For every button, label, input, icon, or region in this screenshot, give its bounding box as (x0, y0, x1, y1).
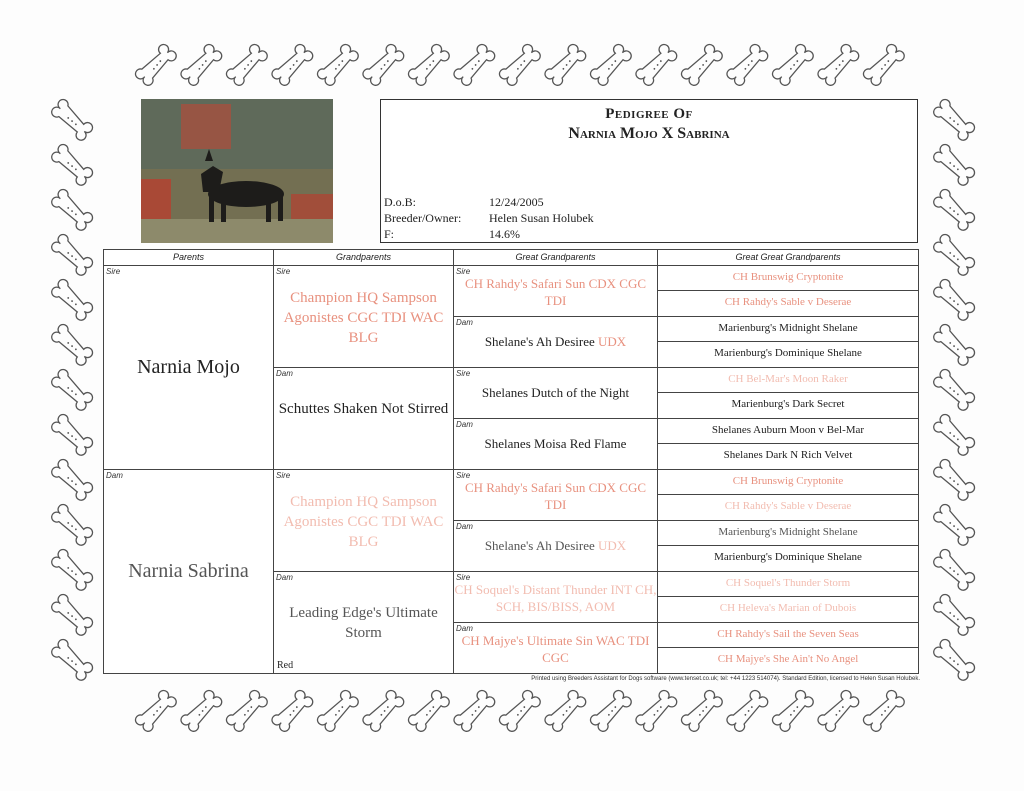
gg-grandparent-cell (657, 290, 919, 317)
bone-icon (361, 687, 406, 734)
bone-icon (224, 687, 269, 734)
bone-icon (543, 687, 588, 734)
grandparent-cell (273, 367, 454, 470)
sire-tag: Sire (456, 573, 471, 582)
bone-icon (930, 502, 977, 547)
bone-icon (315, 41, 360, 88)
parent-dam-name: Narnia Sabrina (128, 560, 249, 582)
parent-sire-name: Narnia Mojo (137, 356, 240, 378)
bone-icon (452, 41, 497, 88)
bone-icon (48, 142, 95, 187)
bone-icon (679, 41, 724, 88)
bone-icon (679, 687, 724, 734)
grandparent-cell (273, 469, 454, 572)
gg-grandparent-name: Shelanes Dark N Rich Velvet (723, 449, 853, 461)
sire-tag: Sire (456, 267, 471, 276)
title-line-2: Narnia Mojo X Sabrina (568, 125, 730, 142)
bone-icon (315, 687, 360, 734)
gg-grandparent-name: Marienburg's Dominique Shelane (714, 347, 862, 359)
dog-photo-image (141, 99, 333, 243)
bone-icon (361, 41, 406, 88)
dam-tag: Dam (456, 522, 473, 531)
bone-icon (48, 547, 95, 592)
dam-tag: Dam (456, 420, 473, 429)
bone-icon (48, 502, 95, 547)
bone-icon (930, 637, 977, 682)
grandparent-cell (273, 265, 454, 368)
bone-icon (452, 687, 497, 734)
great-grandparent-name: Shelane's Ah Desiree UDX (484, 334, 627, 349)
bone-icon (48, 367, 95, 412)
gg-grandparent-cell (657, 367, 919, 393)
gg-grandparent-cell (657, 316, 919, 342)
great-grandparent-name: Shelane's Ah Desiree UDX (484, 538, 627, 553)
column-header-great-grandparents: Great Grandparents (453, 249, 658, 266)
breeder-value: Helen Susan Holubek (489, 211, 594, 225)
great-grandparent-cell (453, 418, 658, 470)
bone-icon (634, 687, 679, 734)
sire-tag: Sire (456, 471, 471, 480)
pedigree-table (103, 249, 919, 674)
gg-grandparent-name: CH Soquel's Thunder Storm (725, 577, 851, 589)
bone-icon (930, 187, 977, 232)
bone-icon (930, 412, 977, 457)
grandparent-name: Champion HQ Sampson Agonistes CGC TDI WAC BLG (283, 494, 444, 550)
sire-tag: Sire (276, 267, 291, 276)
bone-icon (406, 687, 451, 734)
bone-icon (48, 187, 95, 232)
dam-tag: Dam (456, 318, 473, 327)
bone-icon (930, 457, 977, 502)
dam-tag: Dam (456, 624, 473, 633)
bone-icon (48, 592, 95, 637)
gg-grandparent-name: Marienburg's Dark Secret (731, 398, 845, 410)
bone-icon (48, 277, 95, 322)
sire-tag: Sire (276, 471, 291, 480)
dog-photo (141, 99, 333, 243)
gg-grandparent-cell (657, 647, 919, 674)
bone-icon (497, 41, 542, 88)
bone-icon (48, 97, 95, 142)
dob-value: 12/24/2005 (489, 195, 544, 209)
gg-grandparent-name: CH Rahdy's Sail the Seven Seas (717, 628, 859, 640)
column-header-parents: Parents (103, 249, 274, 266)
bone-icon (930, 592, 977, 637)
gg-grandparent-cell (657, 545, 919, 572)
bone-icon (634, 41, 679, 88)
bone-icon (930, 367, 977, 412)
gg-grandparent-cell (657, 469, 919, 495)
bone-icon (930, 277, 977, 322)
great-grandparent-cell (453, 367, 658, 419)
color-note: Red (277, 660, 294, 671)
bone-icon (588, 687, 633, 734)
dob-label: D.o.B: (384, 195, 417, 209)
gg-grandparent-name: CH Brunswig Cryptonite (732, 271, 844, 283)
bone-icon (48, 457, 95, 502)
bone-icon (270, 687, 315, 734)
bone-icon (588, 41, 633, 88)
gg-grandparent-name: Marienburg's Dominique Shelane (714, 551, 862, 563)
parent-dam-cell (103, 469, 274, 674)
gg-grandparent-cell (657, 341, 919, 368)
great-grandparent-name: Shelanes Moisa Red Flame (484, 436, 627, 451)
gg-grandparent-cell (657, 443, 919, 470)
grandparent-name: Champion HQ Sampson Agonistes CGC TDI WAC BLG (283, 290, 444, 346)
grandparent-cell (273, 571, 454, 674)
gg-grandparent-cell (657, 622, 919, 648)
gg-grandparent-cell (657, 571, 919, 597)
parent-sire-cell (103, 265, 274, 470)
title-line-1: Pedigree Of (605, 106, 693, 122)
gg-grandparent-name: CH Brunswig Cryptonite (732, 475, 844, 487)
bone-icon (930, 142, 977, 187)
column-header-grandparents: Grandparents (273, 249, 454, 266)
bone-icon (224, 41, 269, 88)
bone-icon (770, 41, 815, 88)
gg-grandparent-cell (657, 265, 919, 291)
great-grandparent-cell (453, 265, 658, 317)
bone-icon (179, 41, 224, 88)
bone-icon (406, 41, 451, 88)
bone-icon (48, 322, 95, 367)
great-grandparent-name: CH Majye's Ultimate Sin WAC TDI CGC (461, 633, 650, 665)
bone-icon (725, 41, 770, 88)
coi-label: F: (384, 227, 395, 241)
gg-grandparent-cell (657, 494, 919, 521)
great-grandparent-name: CH Rahdy's Safari Sun CDX CGC TDI (464, 276, 647, 308)
gg-grandparent-cell (657, 392, 919, 419)
gg-grandparent-cell (657, 596, 919, 623)
bone-icon (179, 687, 224, 734)
gg-grandparent-name: CH Rahdy's Sable v Deserae (724, 296, 852, 308)
gg-grandparent-name: Shelanes Auburn Moon v Bel-Mar (711, 424, 865, 436)
sire-tag: Sire (456, 369, 471, 378)
bone-icon (48, 637, 95, 682)
bone-icon (543, 41, 588, 88)
dam-tag: Dam (276, 369, 293, 378)
bone-icon (861, 41, 906, 88)
great-grandparent-name: CH Soquel's Distant Thunder INT CH, SCH, BIS/BISS, AOM (454, 582, 657, 614)
bone-icon (725, 687, 770, 734)
great-grandparent-cell (453, 571, 658, 623)
software-footer: Printed using Breeders Assistant for Dogs software (www.tenset.co.uk; tel: +44 1223 514074). Standard Edition, licensed to Helen Susan Holubek. (531, 676, 920, 682)
great-grandparent-name: Shelanes Dutch of the Night (481, 385, 630, 400)
breeder-label: Breeder/Owner: (384, 211, 462, 225)
bone-icon (497, 687, 542, 734)
great-grandparent-cell (453, 469, 658, 521)
bone-icon (930, 322, 977, 367)
gg-grandparent-cell (657, 520, 919, 546)
bone-icon (270, 41, 315, 88)
pedigree-info-box (380, 99, 918, 243)
great-grandparent-cell (453, 316, 658, 368)
gg-grandparent-name: CH Heleva's Marian of Dubois (719, 602, 857, 614)
sire-tag: Sire (106, 267, 121, 276)
great-grandparent-cell (453, 520, 658, 572)
bone-icon (770, 687, 815, 734)
grandparent-name: Schuttes Shaken Not Stirred (278, 401, 449, 417)
bone-icon (48, 232, 95, 277)
great-grandparent-name: CH Rahdy's Safari Sun CDX CGC TDI (464, 480, 647, 512)
bone-icon (816, 687, 861, 734)
column-header-great-great-grandparents: Great Great Grandparents (657, 249, 919, 266)
dam-tag: Dam (106, 471, 123, 480)
gg-grandparent-name: CH Bel-Mar's Moon Raker (728, 373, 848, 385)
gg-grandparent-name: CH Majye's She Ain't No Angel (717, 653, 859, 665)
dam-tag: Dam (276, 573, 293, 582)
bone-icon (48, 412, 95, 457)
gg-grandparent-name: Marienburg's Midnight Shelane (718, 322, 858, 334)
bone-icon (930, 547, 977, 592)
bone-icon (930, 97, 977, 142)
great-grandparent-cell (453, 622, 658, 674)
bone-icon (816, 41, 861, 88)
gg-grandparent-name: Marienburg's Midnight Shelane (718, 526, 858, 538)
bone-icon (861, 687, 906, 734)
gg-grandparent-name: CH Rahdy's Sable v Deserae (724, 500, 852, 512)
bone-icon (930, 232, 977, 277)
coi-value: 14.6% (489, 227, 520, 241)
bone-icon (133, 687, 178, 734)
gg-grandparent-cell (657, 418, 919, 444)
grandparent-name: Leading Edge's Ultimate Storm (289, 605, 438, 641)
bone-icon (133, 41, 178, 88)
